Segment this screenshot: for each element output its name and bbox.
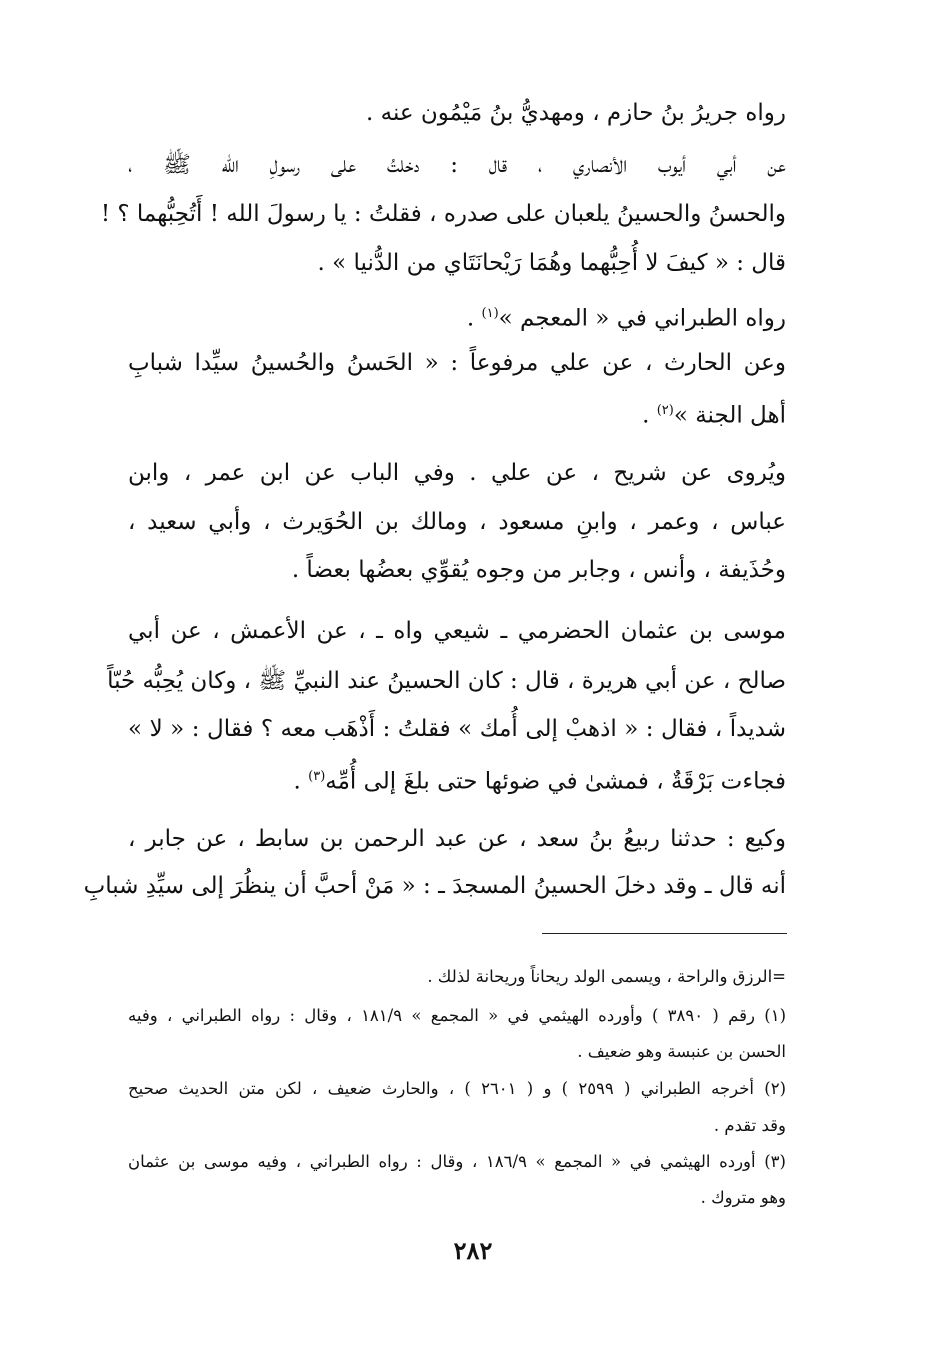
text-line: شديداً ، فقال : « اذهبْ إلى أُمك » فقلتُ : أَذْهَب معه ؟ فقال : « لا »	[128, 716, 786, 742]
footnote-line: وقد تقدم .	[713, 1116, 786, 1135]
footnote-line: (٢) أخرجه الطبراني ( ٢٥٩٩ ) و ( ٢٦٠١ ) ، والحارث ضعيف ، لكن متن الحديث صحيح	[128, 1079, 787, 1098]
text-fragment: رواه الطبراني في « المعجم »	[498, 305, 786, 332]
text-line: والحسنُ والحسينُ يلعبان على صدره ، فقلتُ : يا رسولَ الله ! أَتُحِبُّهما ؟ !	[100, 201, 786, 227]
footnote-line: =الرزق والراحة ، ويسمى الولد ريحاناً وريحانة لذلك .	[427, 967, 786, 986]
footnote-line: الحسن بن عنبسة وهو ضعيف .	[577, 1042, 786, 1061]
text-line: رواه جريرُ بنُ حازم ، ومهديُّ بنُ مَيْمُون عنه .	[365, 100, 786, 126]
text-line: قال : « كيفَ لا أُحِبُّهما وهُمَا رَيْحانَتَاي من الدُّنيا » .	[317, 250, 786, 276]
text-line: صالح ، عن أبي هريرة ، قال : كان الحسينُ عند النبيِّ ﷺ ، وكان يُحِبُّه حُبّاً	[107, 668, 786, 694]
text-line: موسى بن عثمان الحضرمي ـ شيعي واه ـ ، عن الأعمش ، عن أبي	[128, 618, 786, 644]
page-number: ٢٨٢	[453, 1236, 493, 1265]
footnote-line: (١) رقم ( ٣٨٩٠ ) وأورده الهيثمي في « المجمع » ١٨١/٩ ، وقال : رواه الطبراني ، وفيه	[128, 1006, 786, 1025]
text-line: وحُذَيفة ، وأنس ، وجابر من وجوه يُقوِّي بعضُها بعضاً .	[291, 557, 786, 583]
text-fragment: فجاءت بَرْقَةٌ ، فمشىٰ في ضوئها حتى بلغَ إلى أُمِّه	[325, 768, 786, 795]
text-line: ويُروى عن شريح ، عن علي . وفي الباب عن ابن عمر ، وابن	[128, 460, 786, 486]
footnote-marker: (٢)	[656, 403, 674, 418]
text-line: وكيع : حدثنا ربيعُ بنُ سعد ، عن عبد الرحمن بن سابط ، عن جابر ،	[128, 826, 786, 852]
text-fragment: أهل الجنة »	[673, 402, 786, 429]
footnote-line: (٣) أورده الهيثمي في « المجمع » ١٨٦/٩ ، وقال : رواه الطبراني ، وفيه موسى بن عثمان	[128, 1152, 786, 1171]
text-line: عباس ، وعمر ، وابنِ مسعود ، ومالك بن الحُوَيرث ، وأبي سعيد ،	[128, 509, 786, 535]
text-line: عن أبي أيوب الأنصاري ، قال : دخلتُ على رسولِ الله ﷺ ،	[128, 152, 786, 178]
text-line	[128, 297, 786, 337]
text-line: أنه قال ـ وقد دخلَ الحسينُ المسجدَ ـ : « مَنْ أحبَّ أن ينظُرَ إلى سيِّدِ شبابِ	[83, 873, 786, 899]
footnote-separator	[542, 933, 787, 934]
text-line	[128, 760, 786, 800]
text-fragment: .	[293, 768, 309, 795]
footnote-marker: (١)	[481, 306, 499, 321]
footnote-line: وهو متروك .	[700, 1188, 786, 1207]
text-line: وعن الحارث ، عن علي مرفوعاً : « الحَسنُ والحُسينُ سيِّدا شبابِ	[128, 350, 786, 376]
footnote-marker: (٣)	[308, 769, 326, 784]
text-line	[128, 394, 786, 434]
text-fragment: .	[642, 402, 657, 429]
text-fragment: .	[466, 305, 482, 332]
